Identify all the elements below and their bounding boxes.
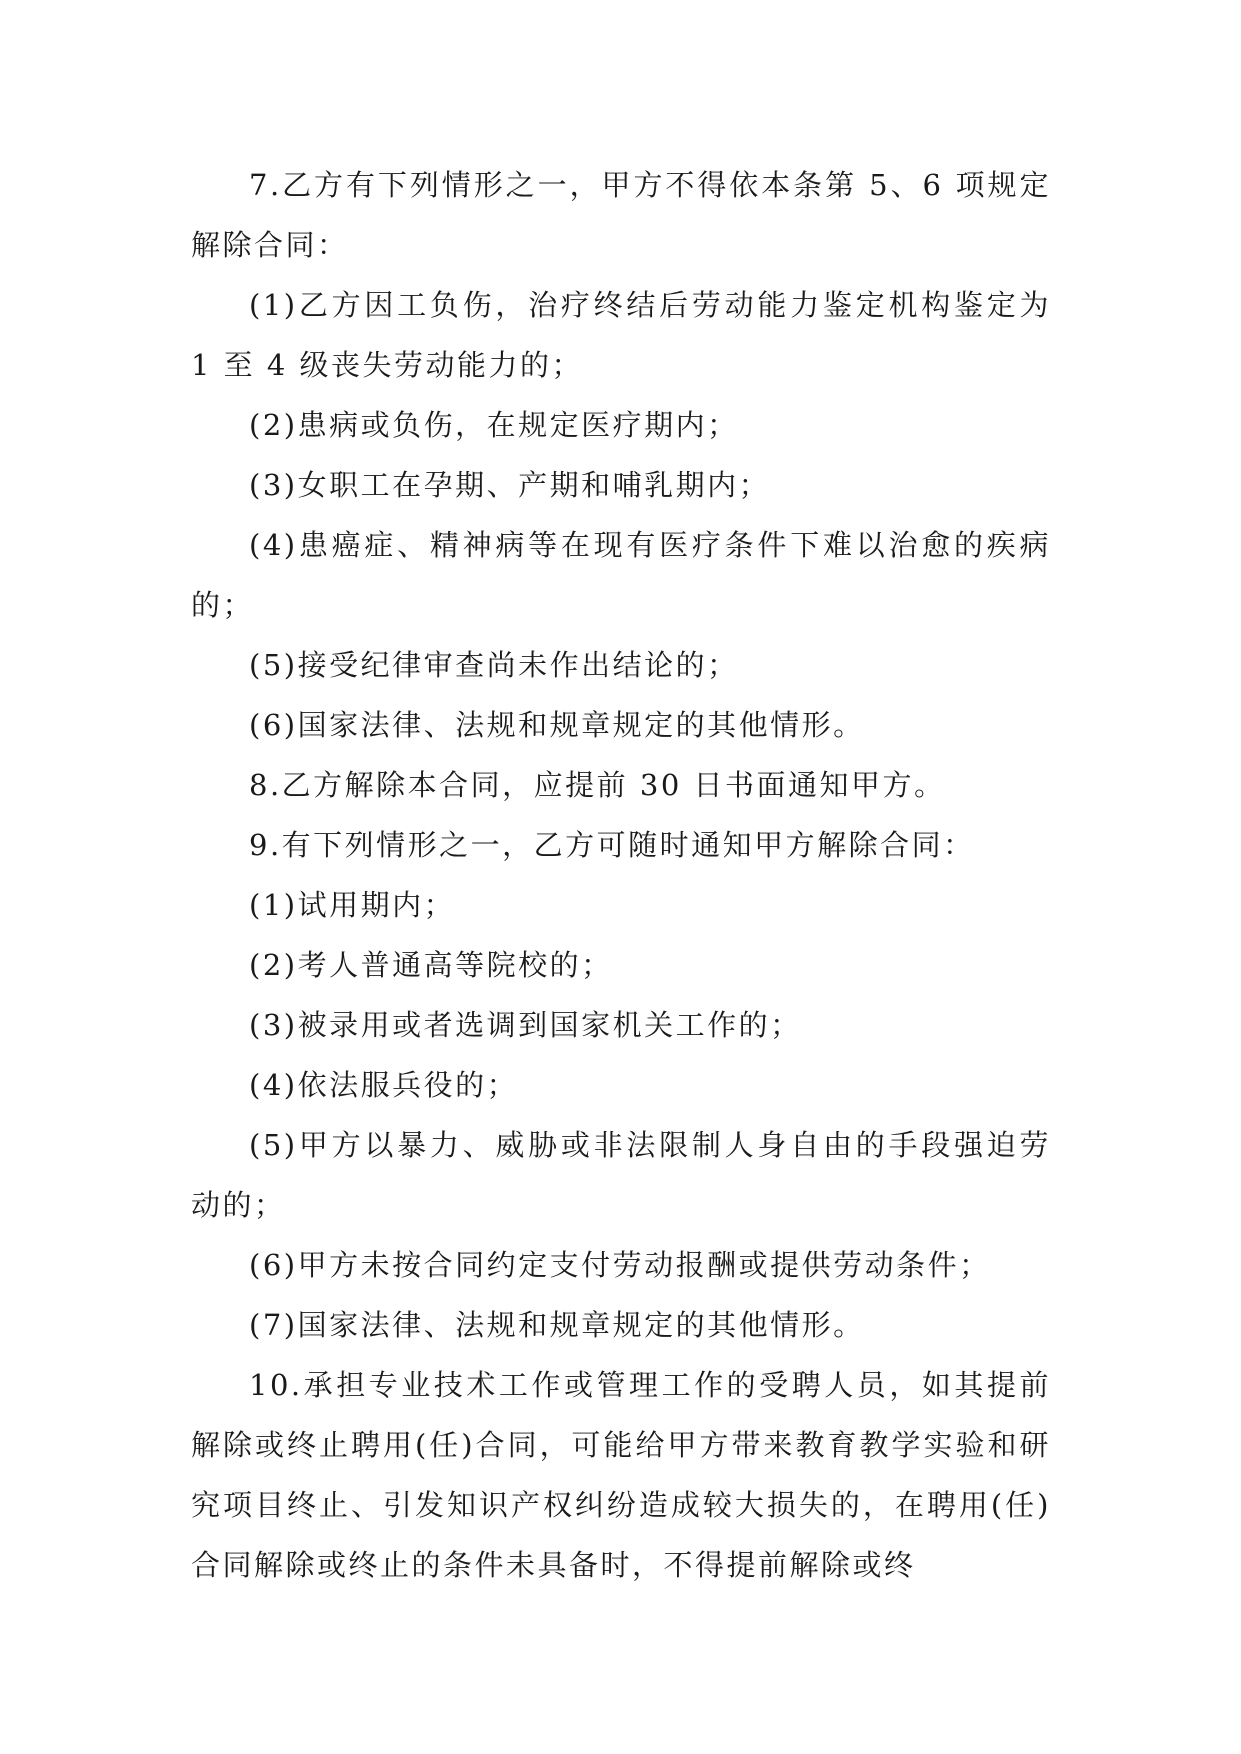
- clause-9-item-7: (7)国家法律、法规和规章规定的其他情形。: [249, 1308, 865, 1342]
- clause-7: 7.乙方有下列情形之一，甲方不得依本条第 5、6 项规定解除合同：: [191, 168, 1051, 262]
- clause-9-item-5: (5)甲方以暴力、威胁或非法限制人身自由的手段强迫劳动的；: [191, 1128, 1051, 1222]
- clause-7-item-3: (3)女职工在孕期、产期和哺乳期内；: [249, 468, 771, 502]
- clause-7-item-4: (4)患癌症、精神病等在现有医疗条件下难以治愈的疾病的；: [191, 528, 1051, 622]
- clause-7-item-5: (5)接受纪律审查尚未作出结论的；: [249, 648, 739, 682]
- document-body: [191, 155, 1051, 1595]
- clause-8: 8.乙方解除本合同，应提前 30 日书面通知甲方。: [249, 768, 946, 802]
- clause-10: 10.承担专业技术工作或管理工作的受聘人员，如其提前解除或终止聘用(任)合同，可能给甲方带来教育教学实验和研究项目终止、引发知识产权纠纷造成较大损失的，在聘用(任)合同解除或终止的条件未具备时，不得提前解除或终: [191, 1368, 1051, 1582]
- clause-9-item-2: (2)考人普通高等院校的；: [249, 948, 613, 982]
- clause-9-item-6: (6)甲方未按合同约定支付劳动报酬或提供劳动条件；: [249, 1248, 991, 1282]
- clause-7-item-1: (1)乙方因工负伤，治疗终结后劳动能力鉴定机构鉴定为 1 至 4 级丧失劳动能力的；: [191, 288, 1051, 382]
- clause-9-item-3: (3)被录用或者选调到国家机关工作的；: [249, 1008, 802, 1042]
- clause-9-item-4: (4)依法服兵役的；: [249, 1068, 519, 1102]
- clause-9-item-1: (1)试用期内；: [249, 888, 456, 922]
- clause-9: 9.有下列情形之一，乙方可随时通知甲方解除合同：: [249, 828, 975, 862]
- clause-7-item-2: (2)患病或负伤，在规定医疗期内；: [249, 408, 739, 442]
- clause-7-item-6: (6)国家法律、法规和规章规定的其他情形。: [249, 708, 865, 742]
